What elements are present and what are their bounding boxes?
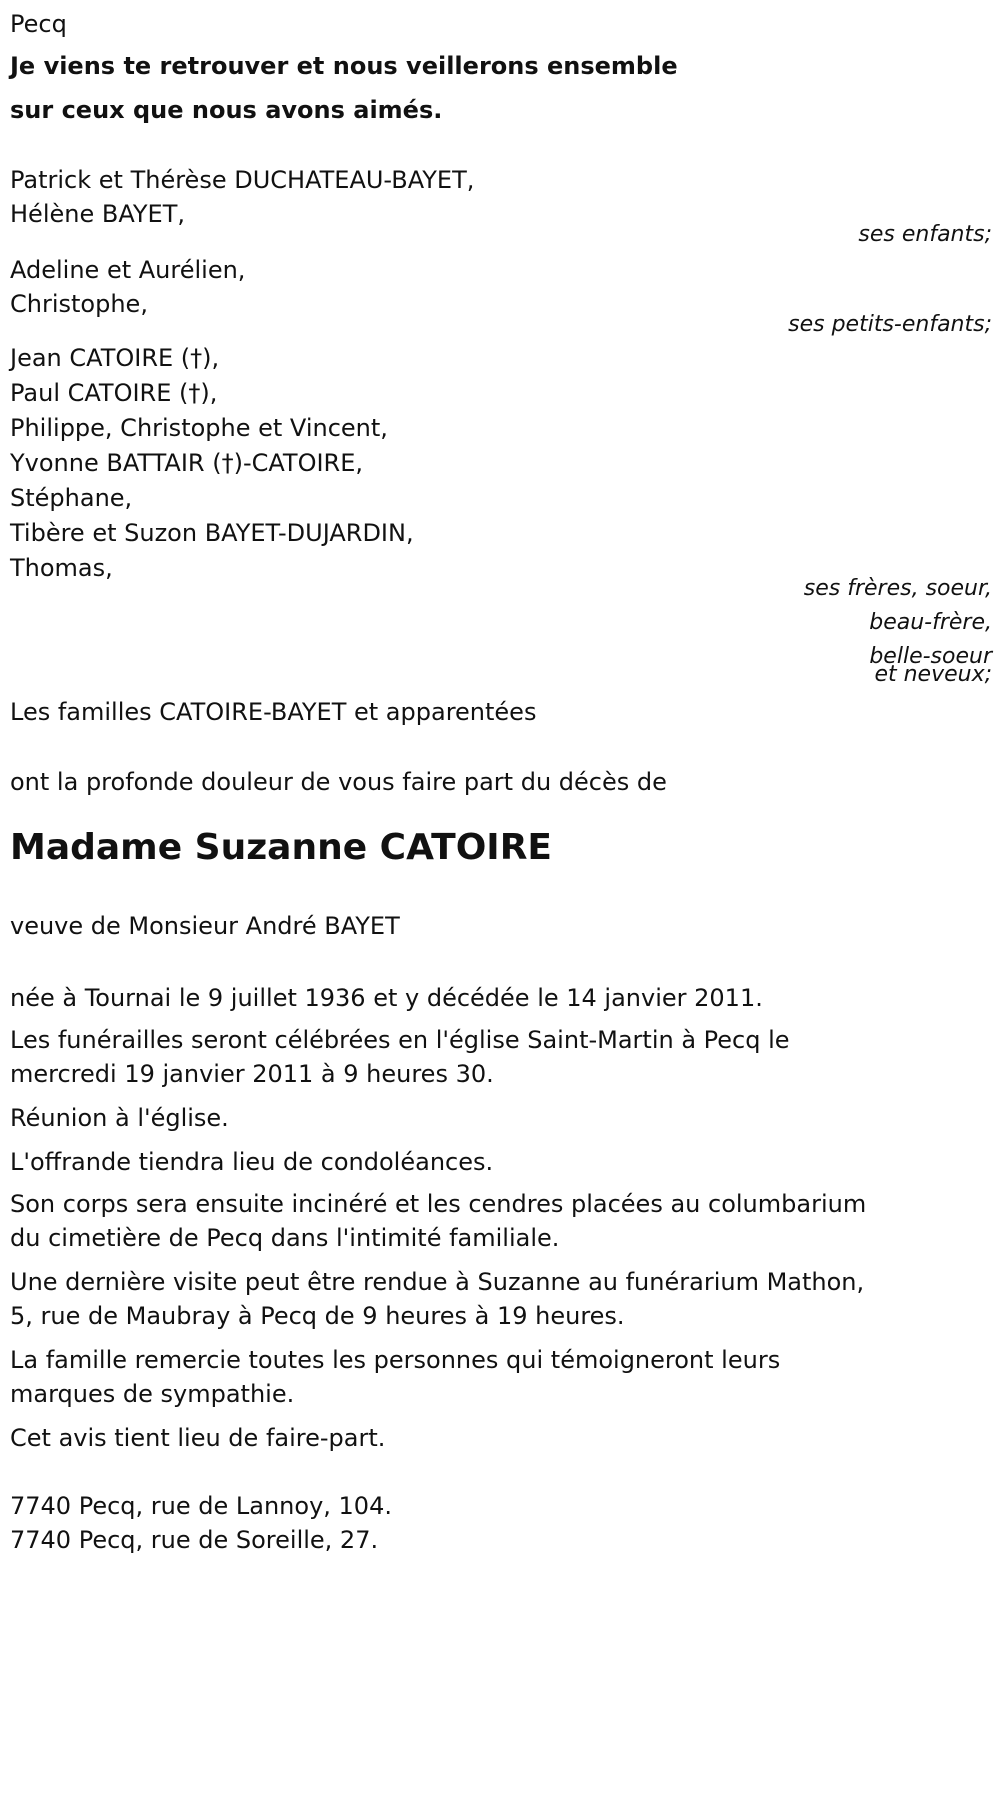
deceased-name: Madame Suzanne CATOIRE bbox=[10, 827, 553, 868]
sibling-line-4: Yvonne BATTAIR (†)-CATOIRE, bbox=[10, 449, 364, 477]
funeral-line-1: Les funérailles seront célébrées en l'église Saint-Martin à Pecq le bbox=[10, 1026, 790, 1054]
widow-line: veuve de Monsieur André BAYET bbox=[10, 912, 400, 940]
children-label: ses enfants; bbox=[858, 222, 992, 247]
visit-line-2: 5, rue de Maubray à Pecq de 9 heures à 19 heures. bbox=[10, 1302, 625, 1330]
gathering-line: Réunion à l'église. bbox=[10, 1104, 229, 1132]
quote-line-2: sur ceux que nous avons aimés. bbox=[10, 96, 443, 124]
announcement-intro: ont la profonde douleur de vous faire part du décès de bbox=[10, 768, 667, 796]
funeral-line-2: mercredi 19 janvier 2011 à 9 heures 30. bbox=[10, 1060, 494, 1088]
children-line-2: Hélène BAYET, bbox=[10, 200, 185, 228]
address-line-2: 7740 Pecq, rue de Soreille, 27. bbox=[10, 1526, 379, 1554]
sibling-line-1: Jean CATOIRE (†), bbox=[10, 344, 220, 372]
thanks-line-1: La famille remercie toutes les personnes qui témoigneront leurs bbox=[10, 1346, 781, 1374]
siblings-label-2: beau-frère, bbox=[869, 610, 992, 635]
address-line-1: 7740 Pecq, rue de Lannoy, 104. bbox=[10, 1492, 392, 1520]
birth-death-line: née à Tournai le 9 juillet 1936 et y décédée le 14 janvier 2011. bbox=[10, 984, 763, 1012]
quote-line-1: Je viens te retrouver et nous veillerons ensemble bbox=[10, 52, 678, 80]
cremation-line-2: du cimetière de Pecq dans l'intimité familiale. bbox=[10, 1224, 560, 1252]
families-line: Les familles CATOIRE-BAYET et apparentées bbox=[10, 698, 537, 726]
sibling-line-5: Stéphane, bbox=[10, 484, 133, 512]
siblings-label-4: et neveux; bbox=[874, 662, 992, 687]
sibling-line-6: Tibère et Suzon BAYET-DUJARDIN, bbox=[10, 519, 414, 547]
grandchildren-label: ses petits-enfants; bbox=[788, 312, 992, 337]
offering-line: L'offrande tiendra lieu de condoléances. bbox=[10, 1148, 494, 1176]
siblings-label-1: ses frères, soeur, bbox=[803, 576, 992, 601]
cremation-line-1: Son corps sera ensuite incinéré et les cendres placées au columbarium bbox=[10, 1190, 867, 1218]
visit-line-1: Une dernière visite peut être rendue à Suzanne au funérarium Mathon, bbox=[10, 1268, 865, 1296]
grandchildren-line-2: Christophe, bbox=[10, 290, 148, 318]
siblings-label-3: belle-soeur bbox=[869, 644, 992, 669]
sibling-line-2: Paul CATOIRE (†), bbox=[10, 379, 218, 407]
thanks-line-2: marques de sympathie. bbox=[10, 1380, 295, 1408]
place-name: Pecq bbox=[10, 10, 67, 38]
grandchildren-line-1: Adeline et Aurélien, bbox=[10, 256, 246, 284]
children-line-1: Patrick et Thérèse DUCHATEAU-BAYET, bbox=[10, 166, 475, 194]
sibling-line-3: Philippe, Christophe et Vincent, bbox=[10, 414, 388, 442]
notice-line: Cet avis tient lieu de faire-part. bbox=[10, 1424, 386, 1452]
sibling-line-7: Thomas, bbox=[10, 554, 113, 582]
